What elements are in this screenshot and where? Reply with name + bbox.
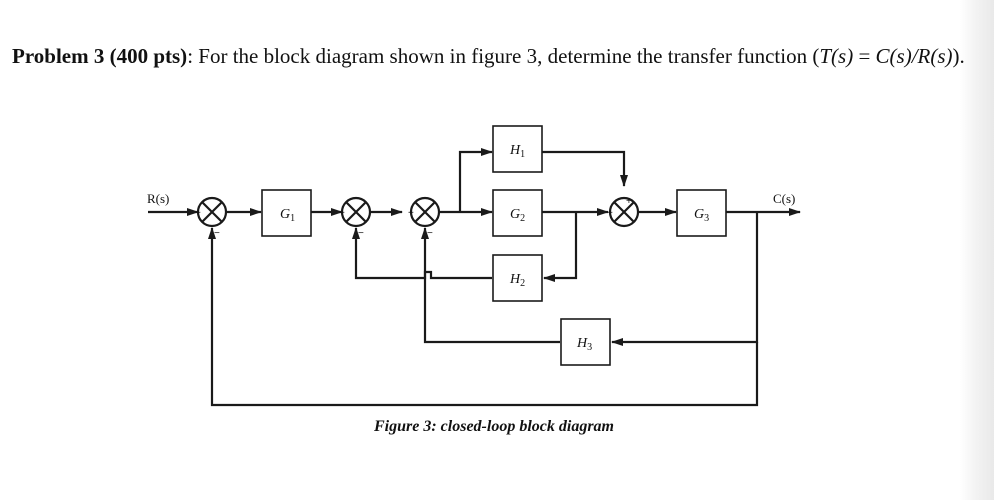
sj4-left-plus-sign: + xyxy=(607,208,613,219)
wire-to-h1 xyxy=(460,152,492,212)
block-g2-label: $G_2$ xyxy=(510,207,526,224)
sj1-plus-sign: + xyxy=(195,208,201,219)
block-g3-label: $G_3$ xyxy=(694,207,710,224)
problem-label: Problem 3 (400 pts) xyxy=(12,44,188,68)
equals-sign: = xyxy=(853,44,876,68)
summing-junction-1 xyxy=(198,198,226,226)
figure-caption xyxy=(0,418,994,436)
block-h2-label: $H_2$ xyxy=(510,272,526,289)
sj3-plus-sign: + xyxy=(408,208,414,219)
figure-caption-text: Figure 3: closed-loop block diagram xyxy=(374,418,614,435)
sj2-minus-sign: − xyxy=(358,228,364,239)
problem-text-1: : For the block diagram shown in figure 3, determine the transfer function ( xyxy=(187,44,820,68)
wire-to-h2 xyxy=(544,212,576,278)
summing-junction-3 xyxy=(411,198,439,226)
input-signal-label: R(s) xyxy=(147,191,170,206)
output-signal-label: C(s) xyxy=(773,191,796,206)
summing-junction-2 xyxy=(342,198,370,226)
sj1-minus-sign: − xyxy=(214,228,220,239)
wire-h1-sj4 xyxy=(542,152,624,186)
sj3-minus-sign: − xyxy=(427,228,433,239)
sj4-top-plus-sign: + xyxy=(626,196,632,207)
block-g1-label: $G_1$ xyxy=(280,207,296,224)
sj2-plus-sign: + xyxy=(339,208,345,219)
block-h1-label: $H_1$ xyxy=(510,143,526,160)
problem-text-2: ). xyxy=(952,44,965,68)
wire-unity-feedback xyxy=(212,228,757,405)
transfer-function-expression: C(s)/R(s) xyxy=(875,44,953,68)
transfer-function-symbol: T(s) xyxy=(819,44,854,68)
block-h3-label: $H_3$ xyxy=(577,336,593,353)
summing-junction-4 xyxy=(610,198,638,226)
